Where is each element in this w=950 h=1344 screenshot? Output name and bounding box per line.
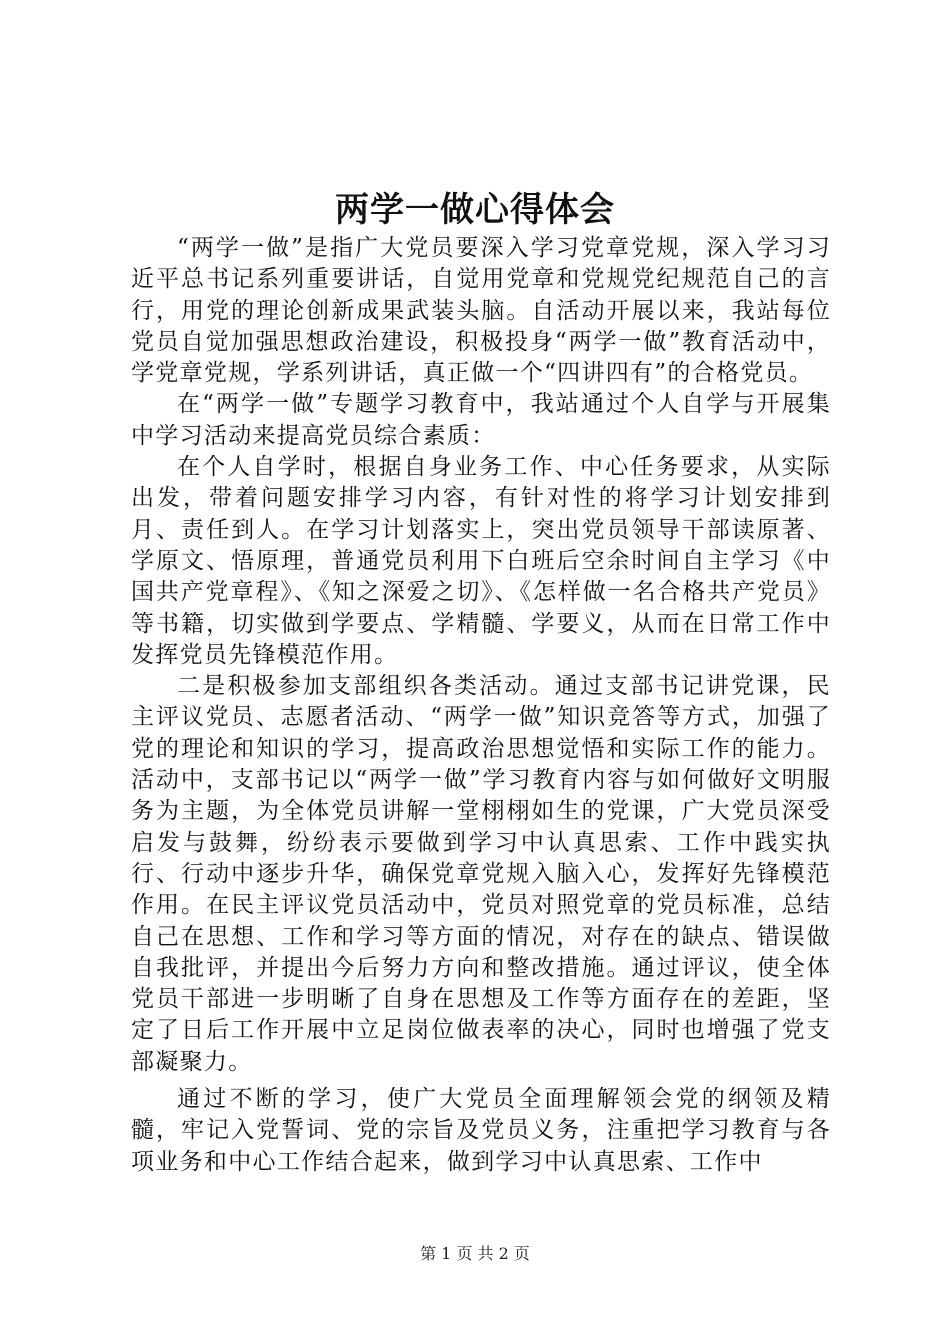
paragraph-intro: “两学一做”是指广大党员要深入学习党章党规，深入学习习近平总书记系列重要讲话，自觉用党章和党规党纪规范自己的言行，用党的理论创新成果武装头脑。自活动开展以来，我站每位党员自觉加强思想政治建设，积极投身“两学一做”教育活动中，学党章党规，学系列讲话，真正做一个“四讲四有”的合格党员。 bbox=[131, 235, 831, 387]
paragraph-study-methods: 在“两学一做”专题学习教育中，我站通过个人自学与开展集中学习活动来提高党员综合素质： bbox=[131, 391, 831, 449]
paragraph-branch-activities: 二是积极参加支部组织各类活动。通过支部书记讲党课，民主评议党员、志愿者活动、“两学一做”知识竞答等方式，加强了党的理论和知识的学习，提高政治思想觉悟和实际工作的能力。活动中，支部书记以“两学一做”学习教育内容与如何做好文明服务为主题，为全体党员讲解一堂栩栩如生的党课，广大党员深受启发与鼓舞，纷纷表示要做到学习中认真思索、工作中践实执行、行动中逐步升华，确保党章党规入脑入心，发挥好先锋模范作用。在民主评议党员活动中，党员对照党章的党员标准，总结自己在思想、工作和学习等方面的情况，对存在的缺点、错误做自我批评，并提出今后努力方向和整改措施。通过评议，使全体党员干部进一步明晰了自身在思想及工作等方面存在的差距，坚定了日后工作开展中立足岗位做表率的决心，同时也增强了党支部凝聚力。 bbox=[131, 673, 831, 1075]
document-body bbox=[131, 233, 831, 1178]
page-footer: 第 1 页 共 2 页 bbox=[420, 1244, 530, 1263]
document-title: 两学一做心得体会 bbox=[335, 190, 615, 230]
paragraph-conclusion: 通过不断的学习，使广大党员全面理解领会党的纲领及精髓，牢记入党誓词、党的宗旨及党员义务，注重把学习教育与各项业务和中心工作结合起来，做到学习中认真思索、工作中 bbox=[131, 1086, 831, 1175]
paragraph-self-study: 在个人自学时，根据自身业务工作、中心任务要求，从实际出发，带着问题安排学习内容，有针对性的将学习计划安排到月、责任到人。在学习计划落实上，突出党员领导干部读原著、学原文、悟原理，普通党员利用下白班后空余时间自主学习《中国共产党章程》、《知之深爱之切》、《怎样做一名合格共产党员》等书籍，切实做到学要点、学精髓、学要义，从而在日常工作中发挥党员先锋模范作用。 bbox=[131, 454, 831, 668]
